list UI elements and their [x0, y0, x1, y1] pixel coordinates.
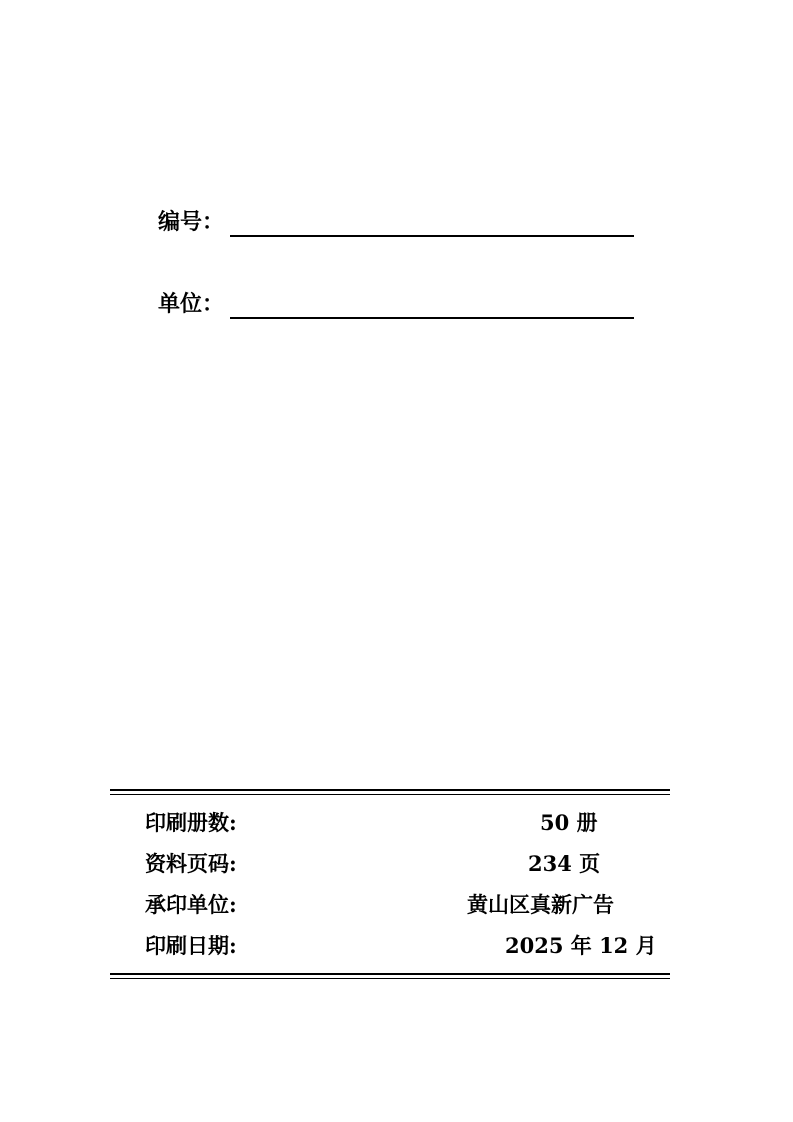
number-blank-line — [230, 235, 634, 237]
copies-value: 50 册 — [540, 810, 598, 835]
unit-blank-line — [230, 317, 634, 319]
pages-value: 234 页 — [528, 851, 601, 876]
print-info-table — [145, 803, 657, 967]
unit-field-row — [158, 287, 634, 319]
number-label: 编号： — [158, 209, 225, 235]
info-row-printer — [145, 885, 640, 926]
date-value: 2025 年 12 月 — [505, 933, 657, 958]
top-double-rule — [110, 789, 670, 795]
bottom-double-rule — [110, 973, 670, 979]
info-row-date — [145, 926, 657, 967]
pages-label: 资料页码: — [145, 851, 237, 876]
info-row-copies — [145, 803, 640, 844]
unit-label: 单位： — [158, 291, 225, 317]
printer-value: 黄山区真新广告 — [467, 892, 614, 917]
info-row-pages — [145, 844, 640, 885]
number-field-row — [158, 205, 634, 237]
date-label: 印刷日期: — [145, 933, 237, 958]
printer-label: 承印单位: — [145, 892, 237, 917]
copies-label: 印刷册数: — [145, 810, 237, 835]
